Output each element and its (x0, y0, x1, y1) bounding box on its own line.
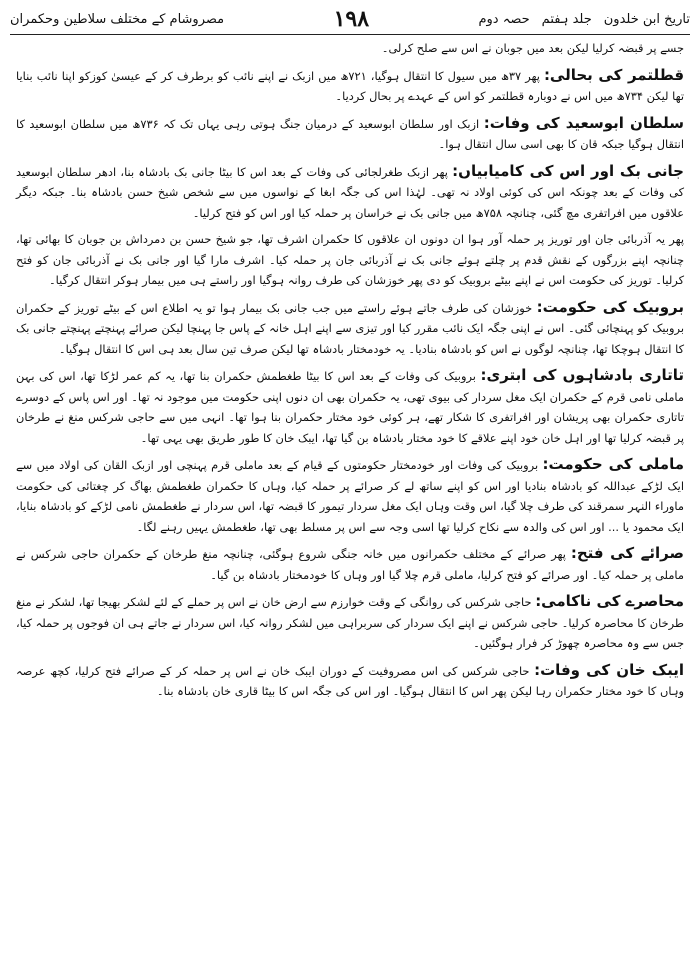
section-heading: قطلتمر کی بحالی: (543, 65, 685, 84)
page-header (10, 4, 690, 35)
section-heading: ماملی کی حکومت: (542, 455, 684, 473)
paragraph (16, 543, 684, 585)
paragraph-text: بروبیک کی وفات کے بعد اس کا بیٹا طغطمش حکمران بنا تھا، یہ کم عمر لڑکا تھا، اس کی بہن ماملی نامی قرم کے حکمران ایک مغل سردار کی بیوی تھی، یہ حکمران بھی ان دنوں اپنی حکومت میں موجود نہ تھا۔ اور اس پاس کے دوسرے تاتاری حکمران بھی پریشان اور افراتفری کا شکار تھے، ہر کوئی خود مختار حکمران بنا ہوا تھا۔ انہی میں سے حاجی شرکس منغ نے طرخان پر قبضہ کرلیا تھا اور اہل خان خود اپنے علاقے کا خود مختار بادشاہ بن گیا تھا، ایبک خان کا طور طریق بھی یہی تھا۔ (16, 369, 684, 445)
paragraph-text: خوزشان کی طرف جاتے ہوئے راستے میں جب جانی بک بیمار ہوا تو یہ اطلاع اس کے بیٹے توریز کے حکمران بروبیک کو پہنچائی گئی۔ اس نے اپنی جگہ ایک نائب مقرر کیا اور تیزی سے اپنے اہل خانہ کے پاس جا پہنچا لیکن صرائے پہنچتے پہنچتے جانی بک کا انتقال ہوچکا تھا، چنانچہ لوگوں نے اس کو بادشاہ بنادیا۔ یہ خودمختار بادشاہ تھا لیکن صرف تین سال بعد ہی اس کا انتقال ہوگیا۔ (16, 300, 684, 356)
paragraph-text: پھر یہ آذربائی جان اور توریز پر حملہ آور ہوا ان دونوں ان علاقوں کا حکمران اشرف تھا، جو شیخ حسن بن دمرداش بن جوبان کا بھائی تھا، چنانچہ اپنے بزرگوں کے نقش قدم پر چلتے ہوئے جانی بک نے آذربائی جان پر حملہ کیا۔ اشرف مارا گیا اور جانی بک نے آذربائی جان کو فتح کرلیا۔ توریز کی حکومت اس نے اپنے بیٹے بروبیک کو دی پھر خوزشان کی طرف روانہ ہوگیا اور راستے ہی میں بیمار ہوکر انتقال کرگیا۔ (16, 232, 684, 287)
paragraph (16, 161, 684, 224)
paragraph-text: پھر ۳۷ھ میں سیول کا انتقال ہوگیا، ۷۲۱ھ میں ازبک نے اپنے نائب کو برطرف کر کے عیسیٰ کوزکو اپنا نائب بنایا تھا لیکن ۷۳۴ھ میں اس نے دوبارہ قطلتمر کو اس کے عہدے پر بحال کردیا۔ (16, 68, 684, 103)
paragraph (16, 113, 684, 155)
section-heading: تاتاری بادشاہوں کی ابتری: (480, 366, 685, 384)
section-heading: جانی بک اور اس کی کامیابیاں: (452, 161, 684, 180)
section-heading: صرائے کی فتح: (570, 544, 684, 562)
book-title: تاریخ ابن خلدون (603, 11, 690, 27)
paragraph (16, 660, 684, 702)
paragraph (16, 65, 684, 107)
volume-label: جلد ہفتم (541, 11, 592, 27)
paragraph (16, 38, 684, 59)
paragraph-text: پھر صرائے کے مختلف حکمرانوں میں خانہ جنگی شروع ہوگئی، چنانچہ منغ طرخان کے حکمران حاجی شرکس نے ماملی پر حملہ کیا۔ اور صرائے کو فتح کرلیا، ماملی قرم چلا گیا اور وہاں کا خودمختار بادشاہ بن گیا۔ (16, 547, 684, 582)
page-body (16, 38, 684, 708)
section-heading: سلطان ابوسعید کی وفات: (483, 113, 684, 132)
paragraph (16, 591, 684, 654)
paragraph (16, 229, 684, 291)
paragraph (16, 454, 684, 537)
paragraph-text: حاجی شرکس کی اس مصروفیت کے دوران ایبک خان نے اس پر حملہ کر کے صرائے فتح کرلیا، کچھ عرصہ وہاں کا خود مختار حکمران رہا لیکن پھر اس کا انتقال ہوگیا۔ اور اس کی جگہ اس کا بیٹا قاری خان بادشاہ بنا۔ (16, 663, 684, 698)
header-book-info (478, 12, 690, 27)
section-heading: محاصرے کی ناکامی: (535, 592, 685, 610)
paragraph-text: پھر ازبک طغرلجائی کی وفات کے بعد اس کا بیٹا جانی بک بادشاہ بنا، ادھر سلطان ابوسعید کی وفات کے بعد چونکہ اس کی کوئی اولاد نہ تھی۔ لہٰذا اس کی جگہ ابغا کے نواسوں میں سے شخص شیخ حسن بادشاہ بنا۔ جبکہ دیگر علاقوں میں افراتفری مچ گئی، چنانچہ ۷۵۸ھ میں جانی بک نے خراسان پر حملہ کیا اور اس کو فتح کرلیا۔ (16, 164, 684, 220)
chapter-title: مصروشام کے مختلف سلاطین وحکمران (10, 11, 225, 27)
paragraph-text: ازبک اور سلطان ابوسعید کے درمیان جنگ ہوتی رہی یہاں تک کہ ۷۳۶ھ میں سلطان ابوسعید کا انتقال ہوگیا جبکہ قان کا بھی اسی سال انتقال ہوا۔ (16, 116, 684, 151)
part-label: حصہ دوم (478, 11, 530, 27)
paragraph-text: جسے پر قبضہ کرلیا لیکن بعد میں جوبان نے اس سے صلح کرلی۔ (381, 41, 684, 55)
paragraph-text: حاجی شرکس کی روانگی کے وقت خوارزم سے ارض خان نے اس پر حملے کے لئے لشکر بھیجا تھا، لشکر نے منغ طرخان کا محاصرہ کرلیا۔ حاجی شرکس نے اپنے ایک سردار کی سربراہی میں لشکر روانہ کیا، اس سردار نے جاتے ہی ان فوجوں پر حملہ کیا، جس سے وہ محاصرہ چھوڑ کر فرار ہوگئیں۔ (16, 595, 684, 650)
section-heading: بروبیک کی حکومت: (536, 297, 685, 316)
paragraph (16, 365, 684, 448)
paragraph (16, 297, 684, 360)
paragraph-text: بروبیک کی وفات اور خودمختار حکومتوں کے قیام کے بعد ماملی قرم پہنچی اور ازبک القان کی اولاد میں سے ایک لڑکے عبداللہ کو بادشاہ بنادیا اور اس کو اپنے ساتھ لے کر صرائے پر حملہ کیا، وہاں کا حکمران طغطمش بھاگ کر چغتائی کی حکومت ماوراء النہر سمرقند کی طرف چلا گیا، اس وقت وہاں ایک مغل سردار تیمور کا قبضہ تھا، اس سردار نے طغطمش نامی لڑکے کو بادشاہ بنایا، ایک محمود یا ... اور اس کی والدہ سے نکاح کرلیا تھا اسی وجہ سے اس پر مسلط بھی تھا، طغطمش یہیں رہنے لگا۔ (16, 458, 684, 534)
section-heading: ایبک خان کی وفات: (534, 660, 685, 679)
page-number: ۱۹۸ (333, 6, 370, 32)
